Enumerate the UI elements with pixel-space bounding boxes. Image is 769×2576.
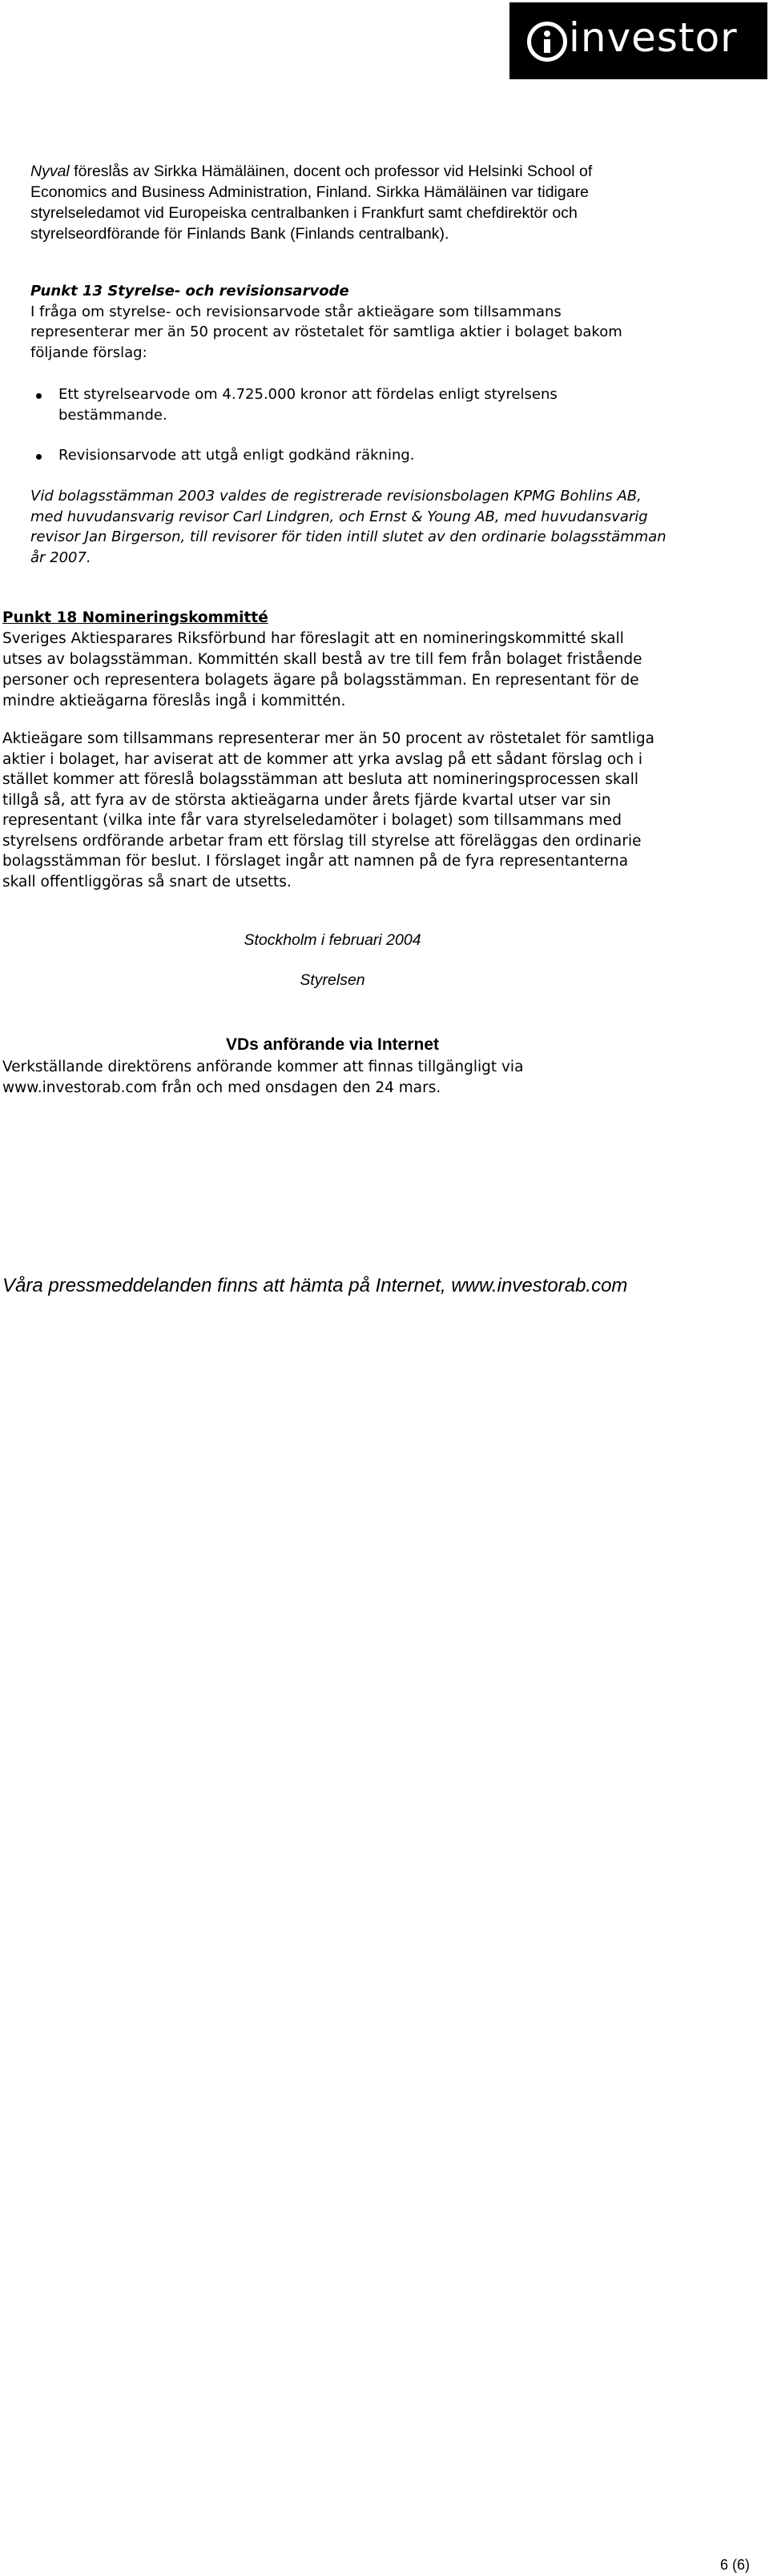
bullet-dot bbox=[36, 393, 42, 399]
investor-logo bbox=[509, 2, 767, 79]
punkt18-body2: Aktieägare som tillsammans representerar mer än 50 procent av röstetalet för samtliga aktier i bolaget, har aviserat att de kommer att yrka avslag på ett sådant förslag och i stället kommer att föreslå bolagsstämman att besluta att nomineringsprocessen skall tillgå så, att fyra av de största aktieägarna under årets fjärde kvartal utser var sin representant (vilka inte får vara styrelseledamöter i bolaget) som tillsammans med styrelsens ordförande arbetar fram ett förslag till styrelse att föreläggas den ordinarie bolagsstämman för beslut. I förslaget ingår att namnen på de fyra representanterna skall offentliggöras så snart de utsetts. bbox=[2, 730, 654, 890]
punkt13-bullet-1: Ett styrelsearvode om 4.725.000 kronor att fördelas enligt styrelsens bestämmande. bbox=[58, 386, 558, 424]
vd-body: Verkställande direktörens anförande kommer att finnas tillgängligt via www.investorab.com från och med onsdagen den 24 mars. bbox=[2, 1059, 524, 1096]
punkt13-body: I fråga om styrelse- och revisionsarvode står aktieägare som tillsammans representerar mer än 50 procent av röstetalet för samtliga aktier i bolaget bakom följande förslag: bbox=[30, 303, 622, 361]
punkt13-note: Vid bolagsstämman 2003 valdes de registrerade revisionsbolagen KPMG Bohlins AB, med huvudansvarig revisor Carl Lindgren, och Ernst & Young AB, med huvudansvarig revisor Jan Birgerson, till revisorer för tiden intill slutet av den ordinarie bolagsstämman år 2007. bbox=[30, 488, 666, 566]
punkt18-heading: Punkt 18 Nomineringskommitté bbox=[2, 609, 268, 626]
punkt13-heading: Punkt 13 Styrelse- och revisionsarvode bbox=[30, 283, 349, 299]
punkt18-section bbox=[2, 608, 659, 712]
signoff-signer: Styrelsen bbox=[300, 971, 365, 989]
nyval-lead: Nyval bbox=[30, 163, 70, 180]
punkt18-body1: Sveriges Aktiesparares Riksförbund har föreslagit att en nomineringskommitté skall utses av bolagsstämman. Kommittén skall bestå av tre till fem från bolaget fristående personer och representera bolagets ägare på bolagsstämman. En representant för de mindre aktieägarna föreslås ingå i kommittén. bbox=[2, 630, 642, 709]
info-i-icon bbox=[527, 22, 567, 62]
footer-text: Våra pressmeddelanden finns att hämta på Internet, www.investorab.com bbox=[2, 1275, 628, 1296]
bullet-dot bbox=[36, 454, 42, 460]
vd-heading: VDs anförande via Internet bbox=[225, 1035, 440, 1054]
nyval-paragraph bbox=[30, 161, 671, 244]
punkt13-section bbox=[30, 281, 663, 363]
signoff-place-date: Stockholm i februari 2004 bbox=[244, 931, 421, 949]
logo-text: investor bbox=[569, 14, 738, 61]
page-number: 6 (6) bbox=[719, 2557, 750, 2573]
nyval-text: föreslås av Sirkka Hämäläinen, docent och professor vid Helsinki School of Economics and Business Administration, Finland. Sirkka Hämäläinen var tidigare styrelseledamot vid Europeiska centralbanken i Frankfurt samt chefdirektör och styrelseordförande för Finlands Bank (Finlands centralbank). bbox=[30, 163, 593, 243]
punkt13-bullet-2: Revisionsarvode att utgå enligt godkänd räkning. bbox=[58, 447, 415, 464]
